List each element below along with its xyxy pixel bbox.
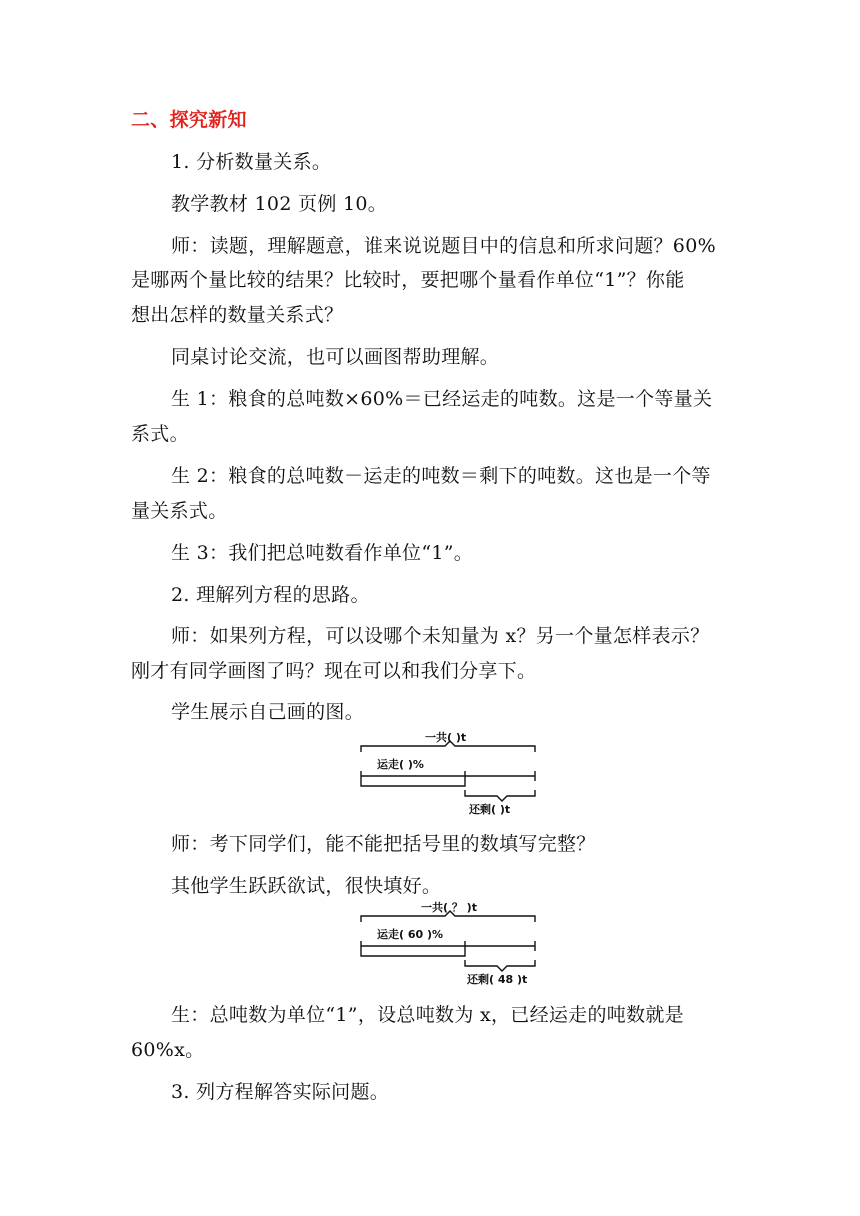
paragraph-line: 其他学生跃跃欲试，很快填好。 bbox=[171, 875, 442, 897]
total-label: 一共( )t bbox=[425, 731, 467, 744]
paragraph-line: 生 3：我们把总吨数看作单位“1”。 bbox=[171, 542, 474, 564]
paragraph-line: 师：考下同学们，能不能把括号里的数填写完整？ bbox=[171, 833, 596, 855]
paragraph-line: 师：读题，理解题意，谁来说说题目中的信息和所求问题？60% bbox=[171, 235, 716, 257]
paragraph-line: 2. 理解列方程的思路。 bbox=[171, 584, 370, 606]
paragraph-line: 系式。 bbox=[131, 423, 189, 445]
section-heading: 二、探究新知 bbox=[131, 109, 247, 131]
paragraph-line: 学生展示自己画的图。 bbox=[171, 701, 365, 723]
paragraph-line: 量关系式。 bbox=[131, 500, 228, 522]
bracket-diagram-blank bbox=[355, 730, 545, 821]
bracket-diagram-filled bbox=[355, 900, 545, 991]
paragraph-line: 3. 列方程解答实际问题。 bbox=[171, 1081, 390, 1103]
paragraph-line: 生：总吨数为单位“1”，设总吨数为 x，已经运走的吨数就是 bbox=[171, 1004, 684, 1026]
paragraph-line: 刚才有同学画图了吗？现在可以和我们分享下。 bbox=[131, 660, 537, 682]
paragraph-line: 想出怎样的数量关系式？ bbox=[131, 304, 344, 326]
moved-label: 运走( )% bbox=[377, 758, 424, 771]
paragraph-line: 生 2：粮食的总吨数－运走的吨数＝剩下的吨数。这也是一个等 bbox=[171, 465, 711, 487]
paragraph-line: 是哪两个量比较的结果？比较时，要把哪个量看作单位“1”？你能 bbox=[131, 269, 685, 291]
paragraph-line: 同桌讨论交流，也可以画图帮助理解。 bbox=[171, 346, 500, 368]
paragraph-line: 生 1：粮食的总吨数×60%＝已经运走的吨数。这是一个等量关 bbox=[171, 388, 713, 410]
paragraph-line: 教学教材 102 页例 10。 bbox=[171, 193, 388, 215]
remain-label: 还剩( 48 )t bbox=[467, 973, 528, 986]
paragraph-line: 60%x。 bbox=[131, 1039, 205, 1061]
paragraph-line: 1. 分析数量关系。 bbox=[171, 151, 332, 173]
total-label: 一共( ？ )t bbox=[421, 901, 477, 914]
remain-label: 还剩( )t bbox=[469, 803, 511, 816]
paragraph-line: 师：如果列方程，可以设哪个未知量为 x？另一个量怎样表示？ bbox=[171, 625, 710, 647]
moved-label: 运走( 60 )% bbox=[377, 928, 444, 941]
